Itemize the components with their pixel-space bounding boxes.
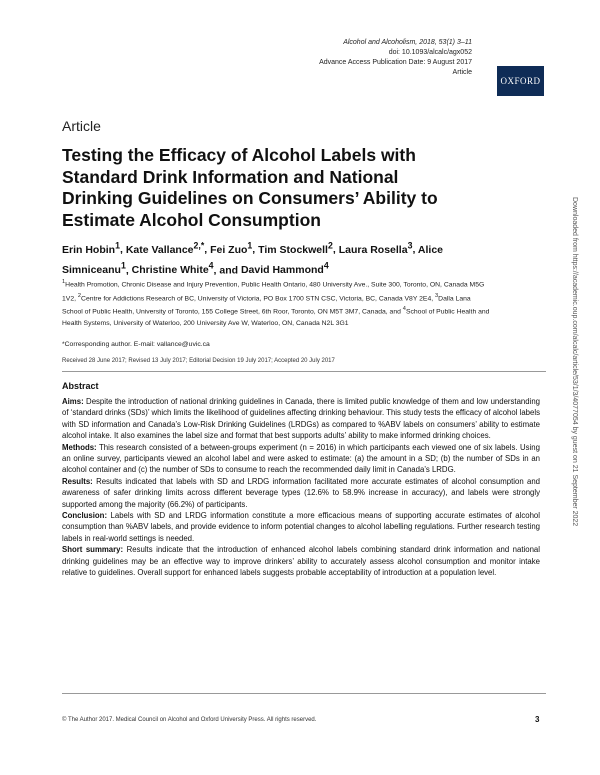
abstract-aims: Aims: Despite the introduction of national drinking guidelines in Canada, there is limited public knowledge of them and low understanding of ‘standard drinks (SDs)’ which limits the likelihood of guidelines affecting drinking behaviour. This study tests the efficacy of alcohol labels with SD information and Canada’s Low-Risk Drinking Guidelines (LRDGs) as compared to %ABV labels on consumers’ ability to estimate alcohol intake. It also examines the label size and format that best supports adults’ ability to make informed drinking choices.: [62, 397, 540, 441]
author[interactable]: Fei Zuo$^1$: [210, 240, 253, 256]
abstract-methods: Methods: This research consisted of a between-groups experiment (n = 2016) in which participants each viewed one of six labels. Using an online survey, participants viewed an alcohol label and were asked to estimate: (a) the amount in a SD; (b) the number of SDs in an alcohol container and (c) the number of SDs to consume to reach the recommended daily limit in Canada’s LRDG.: [62, 442, 540, 475]
author[interactable]: David Hammond$^4$: [240, 260, 329, 276]
abstract-body: [62, 396, 540, 579]
page-number: 3: [535, 715, 540, 724]
divider: [62, 371, 546, 372]
author[interactable]: Alice Simniceanu$^1$: [62, 243, 444, 276]
affiliation: School of Public Health and Health Systems, University of Waterloo, 200 University Ave W, Waterloo, ON, Canada N2L 3G1: [62, 308, 490, 327]
article-title: Testing the Efficacy of Alcohol Labels with Standard Drink Information and National Drinking Guidelines on Consumers’ Ability to Estimate Alcohol Consumption: [62, 145, 438, 230]
affiliations: $^1$Health Promotion, Chronic Disease and Injury Prevention, Public Health Ontario, 480 University Ave., Suite 300, Toronto, ON, Canada M5G 1V2, $^2$Centre for Addictions Research of BC, University of Victoria, PO Box 1700 STN CSC, Victoria, BC, Canada V8Y 2E4, $^3$Dalla Lana School of Public Health, University of Toronto, 155 College Street, 6th Roor, Toronto, ON M5T 3M7, Canada, and $^4$School of Public Health and Health Systems, University of Waterloo, 200 University Ave W, Waterloo, ON, Canada N2L 3G1: [62, 279, 490, 327]
affiliation: Centre for Addictions Research of BC, University of Victoria, PO Box 1700 STN CSC, Victoria, BC, Canada V8Y 2E4,: [81, 294, 436, 302]
journal-article-type: Article: [452, 69, 472, 76]
journal-line-1: Alcohol and Alcoholism, 2018, 53(1) 3–11: [343, 39, 472, 46]
author-list: Erin Hobin$^1$, Kate Vallance$^{2,*}$, Fei Zuo$^1$, Tim Stockwell$^2$, Laura Rosella$^3$, Alice Simniceanu$^1$, Christine White$^4$, and David Hammond$^4$: [62, 240, 444, 276]
copyright-footer: © The Author 2017. Medical Council on Alcohol and Oxford University Press. All rights reserved.: [62, 717, 317, 723]
section-label: Article: [62, 118, 101, 134]
author[interactable]: Tim Stockwell$^2$: [258, 240, 333, 256]
author[interactable]: Erin Hobin$^1$: [62, 240, 120, 256]
author[interactable]: Kate Vallance$^{2,*}$: [125, 240, 205, 256]
abstract-short-summary: Short summary: Results indicate that the introduction of enhanced alcohol labels combining standard drink information and national drinking guidelines may be an effective way to improve drinkers’ ability to accurately assess alcohol consumption and monitor intake relative to guidelines. Overall support for enhanced labels suggests probable acceptability of introduction at a population level.: [62, 545, 540, 578]
corresponding-author: *Corresponding author. E-mail: vallance@uvic.ca: [62, 341, 210, 348]
abstract-results: Results: Results indicated that labels with SD and LRDG information facilitated more accurate estimates of alcohol consumption and awareness of safer drinking limits across different beverage types (12.6% to 58.9% increase in accuracy), and labels were strongly supported among the majority (66.2%) of participants.: [62, 476, 540, 509]
affiliation: Dalla Lana School of Public Health, University of Toronto, 155 College Street, 6th Roor, Toronto, ON M5T 3M7, Canada, and: [62, 294, 471, 316]
author[interactable]: Laura Rosella$^3$: [338, 240, 413, 256]
divider: [62, 693, 546, 694]
abstract-conclusion: Conclusion: Labels with SD and LRDG information constitute a more efficacious means of supporting accurate estimates of alcohol consumption than %ABV labels, and provide evidence to inform potential changes to alcohol labelling regulations. Further research testing labels in real-world settings is needed.: [62, 511, 540, 543]
journal-doi[interactable]: doi: 10.1093/alcalc/agx052: [388, 49, 472, 56]
oxford-logo: OXFORD: [497, 66, 544, 96]
journal-pub-date: Advance Access Publication Date: 9 August 2017: [319, 59, 472, 66]
download-watermark: Downloaded from https://academic.oup.com/alcalc/article/53/1/3/4077054 by guest on 21 September 2022: [571, 197, 578, 527]
abstract-heading: Abstract: [62, 381, 99, 391]
journal-citation: [319, 38, 472, 78]
article-history: Received 28 June 2017; Revised 13 July 2017; Editorial Decision 19 July 2017; Accepted 20 July 2017: [62, 358, 335, 364]
author[interactable]: Christine White$^4$: [131, 260, 214, 276]
affiliation: Health Promotion, Chronic Disease and Injury Prevention, Public Health Ontario, 480 University Ave., Suite 300, Toronto, ON, Canada M5G 1V2,: [62, 281, 485, 302]
